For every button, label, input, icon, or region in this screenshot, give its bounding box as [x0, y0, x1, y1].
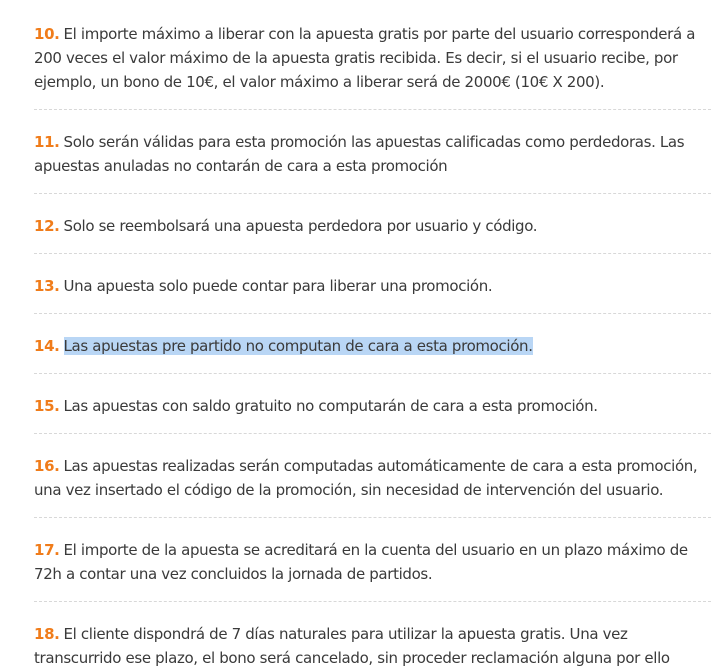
term-item-16	[34, 434, 711, 518]
term-item-11	[34, 110, 711, 194]
term-item-14	[34, 314, 711, 374]
term-item-13	[34, 254, 711, 314]
term-item-18	[34, 602, 711, 670]
term-number: 12.	[34, 217, 60, 235]
term-number: 14.	[34, 337, 60, 355]
term-item-10	[34, 0, 711, 110]
term-item-15	[34, 374, 711, 434]
term-item-17	[34, 518, 711, 602]
term-text: Solo se reembolsará una apuesta perdedora por usuario y código.	[63, 217, 538, 235]
term-item-12	[34, 194, 711, 254]
term-number: 13.	[34, 277, 60, 295]
term-number: 11.	[34, 133, 60, 151]
term-text: El cliente dispondrá de 7 días naturales para utilizar la apuesta gratis. Una vez transcurrido ese plazo, el bono será cancelado, sin proceder reclamación alguna por ello	[34, 625, 670, 667]
term-text: Las apuestas realizadas serán computadas automáticamente de cara a esta promoción, una vez insertado el código de la promoción, sin necesidad de intervención del usuario.	[34, 457, 698, 499]
term-number: 18.	[34, 625, 60, 643]
term-text: Solo serán válidas para esta promoción las apuestas calificadas como perdedoras. Las apuestas anuladas no contarán de cara a esta promoción	[34, 133, 685, 175]
term-text: Las apuestas con saldo gratuito no computarán de cara a esta promoción.	[63, 397, 598, 415]
term-number: 17.	[34, 541, 60, 559]
term-text-selected[interactable]: Las apuestas pre partido no computan de cara a esta promoción.	[63, 337, 533, 355]
term-number: 16.	[34, 457, 60, 475]
term-number: 10.	[34, 25, 60, 43]
term-text: El importe máximo a liberar con la apuesta gratis por parte del usuario corresponderá a 200 veces el valor máximo de la apuesta gratis recibida. Es decir, si el usuario recibe, por ejemplo, un bono de 10€, el valor máximo a liberar será de 2000€ (10€ X 200).	[34, 25, 696, 91]
term-text: Una apuesta solo puede contar para liberar una promoción.	[63, 277, 493, 295]
term-number: 15.	[34, 397, 60, 415]
term-text: El importe de la apuesta se acreditará en la cuenta del usuario en un plazo máximo de 72h a contar una vez concluidos la jornada de partidos.	[34, 541, 688, 583]
